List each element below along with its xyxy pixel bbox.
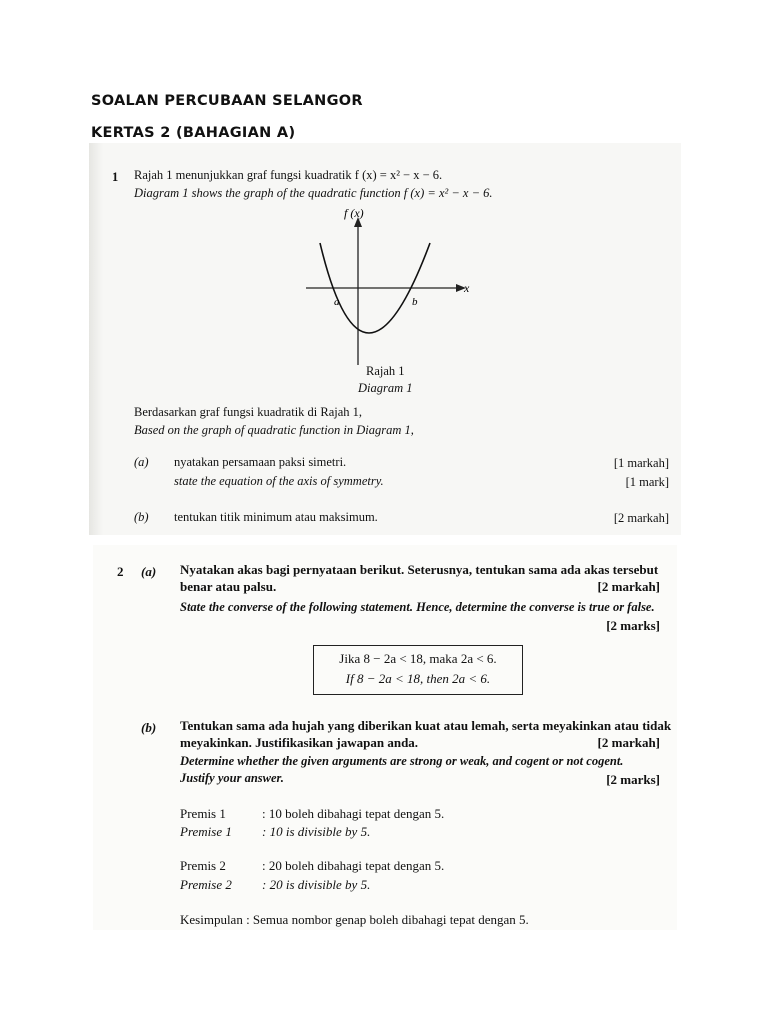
q1-based-en: Based on the graph of quadratic function in Diagram 1, [134,423,414,437]
premis-1-text: : 10 boleh dibahagi tepat dengan 5. [262,806,445,821]
q1a-marks-ms: [1 markah] [613,456,669,470]
q2b-text-ms-1: Tentukan sama ada hujah yang diberikan kuat atau lemah, serta meyakinkan atau tidak [180,718,672,733]
q1-number: 1 [112,170,119,184]
q2b-text-en-2: Justify your answer. [180,771,284,785]
q2a-marks-ms: [2 markah] [597,579,660,594]
document-title: SOALAN PERCUBAAN SELANGOR [91,93,363,109]
statement-en: If 8 − 2a < 18, then 2a < 6. [345,671,491,686]
premis-2-label: Premis 2 [180,858,226,873]
premise-1-label: Premise 1 [180,824,232,839]
premise-2-label: Premise 2 [180,877,232,892]
q2a-text-ms-1: Nyatakan akas bagi pernyataan berikut. Seterusnya, tentukan sama ada akas tersebut [180,562,659,577]
statement-ms: Jika 8 − 2a < 18, maka 2a < 6. [339,651,497,666]
quadratic-graph [300,205,480,370]
q1b-label: (b) [134,510,149,524]
q1a-marks-en: [1 mark] [625,475,669,489]
root-b-label: b [412,296,418,308]
premise-1-text: : 10 is divisible by 5. [262,824,371,839]
q2b-text-ms-2: meyakinkan. Justifikasikan jawapan anda. [180,735,419,750]
q1a-text-en: state the equation of the axis of symmetry. [174,474,384,488]
q2a-text-ms-2: benar atau palsu. [180,579,277,594]
y-axis-label: f (x) [344,206,364,220]
conclusion-text: Kesimpulan : Semua nombor genap boleh dibahagi tepat dengan 5. [180,912,529,927]
q2b-label: (b) [141,720,157,735]
q2-number: 2 [117,564,124,579]
q2b-marks-en: [2 marks] [606,772,660,787]
q1-intro-ms: Rajah 1 menunjukkan graf fungsi kuadratik f (x) = x² − x − 6. [134,168,443,182]
q1a-text-ms: nyatakan persamaan paksi simetri. [174,455,347,469]
premis-2-text: : 20 boleh dibahagi tepat dengan 5. [262,858,445,873]
root-a-label: a [334,296,340,308]
premise-2-text: : 20 is divisible by 5. [262,877,371,892]
q1a-label: (a) [134,455,149,469]
q1b-text-ms: tentukan titik minimum atau maksimum. [174,510,378,524]
q1-caption-ms: Rajah 1 [366,364,405,378]
q1-based-ms: Berdasarkan graf fungsi kuadratik di Rajah 1, [134,405,363,419]
premis-1-label: Premis 1 [180,806,226,821]
q2a-label: (a) [141,564,157,579]
q1-caption-en: Diagram 1 [358,381,413,395]
q2a-text-en: State the converse of the following statement. Hence, determine the converse is true or false. [180,600,655,614]
document-subtitle: KERTAS 2 (BAHAGIAN A) [91,125,296,141]
x-axis-label: x [464,281,470,295]
q1-intro-en: Diagram 1 shows the graph of the quadratic function f (x) = x² − x − 6. [134,186,493,200]
q2a-marks-en: [2 marks] [606,618,660,633]
conditional-statement-box [313,645,523,695]
q2b-marks-ms: [2 markah] [597,735,660,750]
q2b-text-en-1: Determine whether the given arguments are strong or weak, and cogent or not cogent. [180,754,624,768]
q1b-marks-ms: [2 markah] [613,511,669,525]
